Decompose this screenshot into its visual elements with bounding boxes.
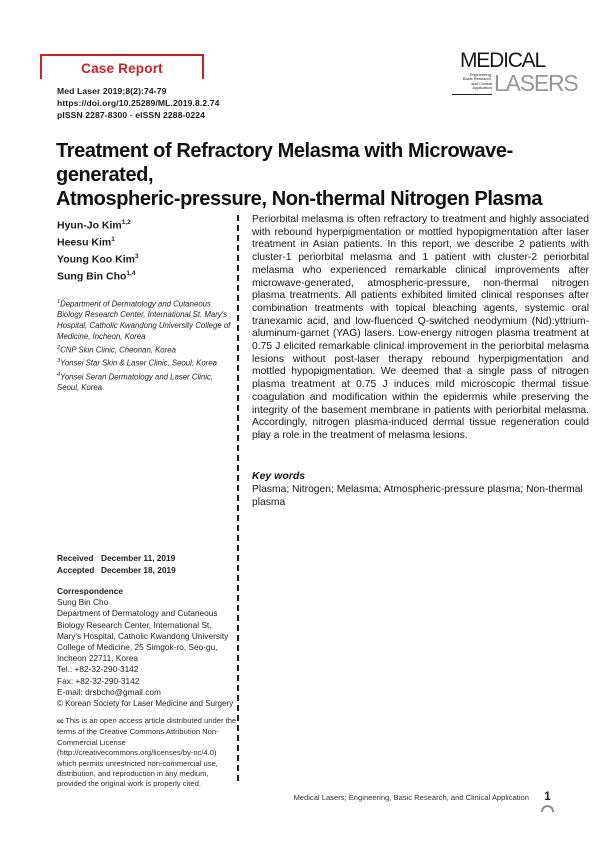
affiliation: $^1$Department of Dermatology and Cutaneous Biology Research Center, International St. Mary's Hospital, Catholic Kwandong University College of Medicine, Incheon, Korea: [57, 299, 231, 341]
correspondence-fax: Fax: +82-32-290-3142: [57, 675, 140, 686]
author-affiliation-sup: 3: [134, 253, 139, 260]
affiliation: $^3$Yonsei Star Skin & Laser Clinic, Seoul, Korea: [57, 358, 217, 368]
license-text: This is an open access article distributed under the terms of the Creative Commons Attribution Non-Commercial License (http://creativecommons.org/licenses/by-nc/4.0) which permits unrestricted non-commercial use, distribution, and reproduction in any medium, provided the original work is properly cited.: [57, 716, 237, 789]
column-separator: [237, 215, 239, 781]
doi-link[interactable]: https://doi.org/10.25289/ML.2019.8.2.74: [57, 98, 220, 108]
keywords-header: Key words: [252, 470, 306, 482]
author: Sung Bin Cho$^{1,4}$: [57, 270, 136, 283]
page-number: 1: [544, 791, 551, 803]
logo-word-lasers: LASERS: [494, 70, 578, 96]
license-paragraph: [57, 716, 237, 790]
accepted-date: Accepted December 18, 2019: [57, 564, 176, 575]
correspondence-header: Correspondence: [57, 586, 123, 596]
article-type-badge: [40, 54, 204, 79]
abstract-text: Periorbital melasma is often refractory to treatment and highly associated with rebound hyperpigmentation or mottled hypopigmentation after laser treatment in Asian patients. In this report, we describe 2 patients with cluster-1 periorbital melasma and 1 patient with cluster-2 periorbital melasma who experienced remarkable clinical improvements after microwave-generated, atmospheric-pressure, non-thermal nitrogen plasma treatments. All patients exhibited limited clinical responses after combination treatments with topical bleaching agents, systemic oral tranexamic acid, and low-fluenced Q-switched neodymium (Nd):yttrium-aluminum-garnet (YAG) lasers. Low-energy nitrogen plasma treatment at 0.75 J elicited remarkable clinical improvement in the periorbital melasma lesions without post-laser therapy rebound hyperpigmentation and mottled hypopigmentation. We deemed that a single pass of nitrogen plasma treatment at 0.75 J induces mild microscopic thermal tissue coagulation and modification within the epidermis while preserving the integrity of the basement membrane in patients with periorbital melasma. Accordingly, nitrogen plasma-induced dermal tissue regeneration could play a role in the treatment of melasma lesions.: [252, 214, 589, 441]
article-title-line2: Atmospheric-pressure, Non-thermal Nitrogen Plasma: [56, 188, 543, 210]
issn-line: pISSN 2287-8300 · eISSN 2288-0224: [57, 110, 206, 120]
copyright-line: © Korean Society for Laser Medicine and Surgery: [57, 699, 234, 708]
author: Hyun-Jo Kim$^{1,2}$: [57, 219, 131, 232]
creative-commons-icon: cc: [57, 718, 64, 725]
article-title-line1: Treatment of Refractory Melasma with Microwave-generated,: [56, 140, 513, 186]
author: Young Koo Kim$^3$: [57, 253, 139, 266]
author: Heesu Kim$^1$: [57, 236, 115, 249]
logo-tagline: Engineering, Basic Research, and Clinical Application: [452, 73, 492, 95]
page-footer: [0, 791, 554, 812]
correspondence-block: [57, 586, 235, 698]
correspondence-tel: Tel.: +82-32-290-3142: [57, 664, 139, 675]
author-affiliation-sup: 1,4: [126, 270, 136, 277]
journal-logo: [452, 50, 588, 95]
correspondence-name: Sung Bin Cho: [57, 597, 109, 608]
author-list: [57, 216, 139, 284]
affiliation: $^4$Yonsei Seran Dermatology and Laser Clinic, Seoul, Korea: [57, 371, 214, 392]
keywords-text: Plasma; Nitrogen; Melasma; Atmospheric-pressure plasma; Non-thermal plasma: [252, 484, 583, 508]
footer-page-number-block: [541, 791, 554, 812]
affiliation-list: [57, 297, 235, 394]
article-title: [56, 139, 601, 211]
article-dates: [57, 553, 176, 576]
article-type-label: Case Report: [81, 61, 163, 76]
citation-block: [57, 85, 219, 121]
correspondence-email[interactable]: E-mail: drsbcho@gmail.com: [57, 686, 161, 697]
author-affiliation-sup: 1: [111, 236, 115, 243]
author-affiliation-sup: 1,2: [121, 219, 131, 226]
correspondence-address: Department of Dermatology and Cutaneous Biology Research Center, International St. Mary's Hospital, Catholic Kwandong University College of Medicine, 25 Simgok-ro, Seo-gu, Incheon 22711, Korea: [57, 608, 229, 664]
page-number-arc-icon: [541, 805, 554, 812]
received-date: Received December 11, 2019: [57, 553, 176, 563]
logo-word-medical: MEDICAL: [460, 49, 545, 72]
footer-journal-name: Medical Lasers; Engineering, Basic Research, and Clinical Application: [293, 793, 529, 802]
keywords-block: [252, 470, 589, 509]
affiliation: $^2$CNP Skin Clinic, Cheonan, Korea: [57, 344, 176, 355]
citation-line: Med Laser 2019;8(2):74-79: [57, 86, 167, 96]
